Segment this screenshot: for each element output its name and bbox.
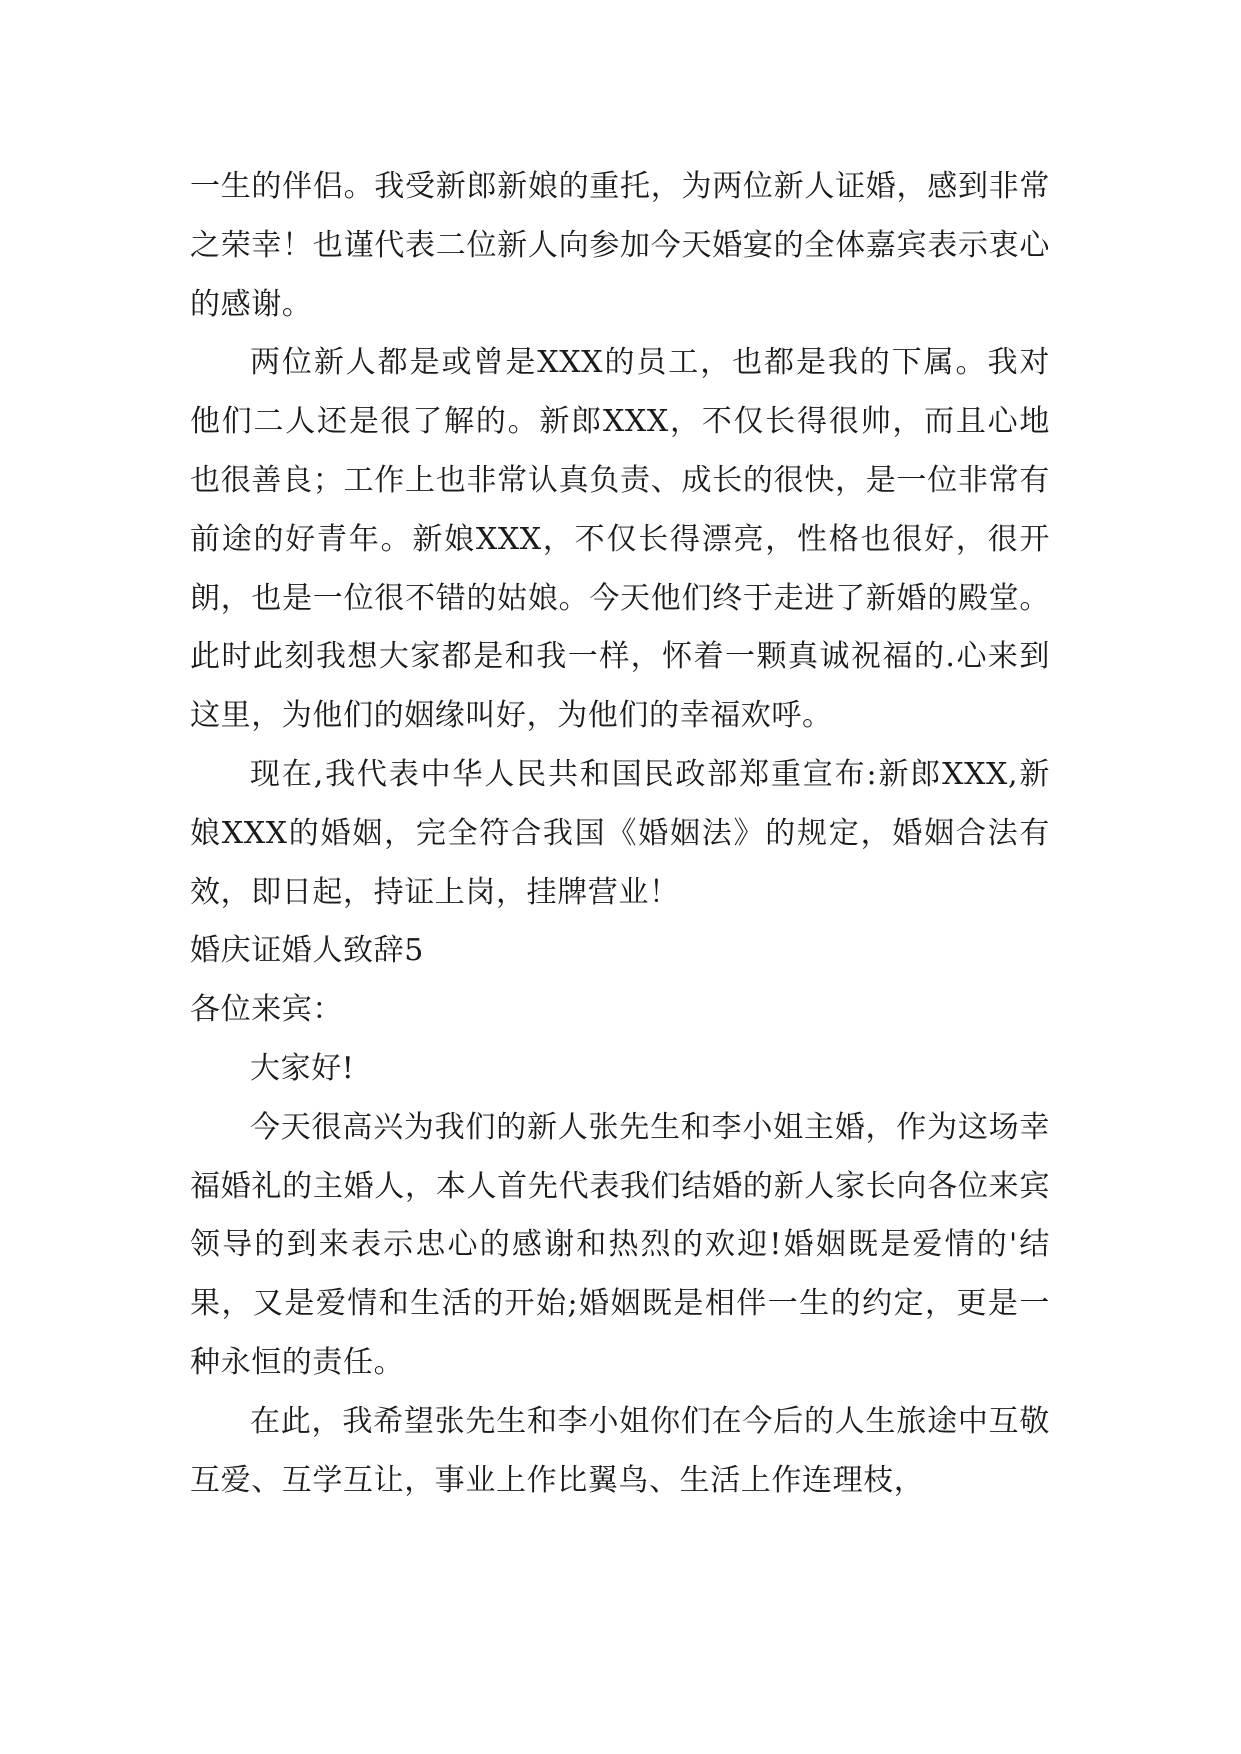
paragraph-4: 今天很高兴为我们的新人张先生和李小姐主婚，作为这场幸福婚礼的主婚人，本人首先代表我们结婚的新人家长向各位来宾领导的到来表示忠心的感谢和热烈的欢迎!婚姻既是爱情的'结果，又是爱情和生活的开始;婚姻既是相伴一生的约定，更是一种永恒的责任。 xyxy=(190,1109,1050,1380)
section-heading: 婚庆证婚人致辞5 xyxy=(190,933,424,969)
paragraph-2: 两位新人都是或曾是XXX的员工，也都是我的下属。我对他们二人还是很了解的。新郎XXX，不仅长得很帅，而且心地也很善良；工作上也非常认真负责、成长的很快，是一位非常有前途的好青年。新娘XXX，不仅长得漂亮，性格也很好，很开朗，也是一位很不错的姑娘。今天他们终于走进了新婚的殿堂。此时此刻我想大家都是和我一样，怀着一颗真诚祝福的.心来到这里，为他们的姻缘叫好，为他们的幸福欢呼。 xyxy=(190,345,1050,734)
paragraph-3: 现在,我代表中华人民共和国民政部郑重宣布:新郎XXX,新娘XXX的婚姻，完全符合我国《婚姻法》的规定，婚姻合法有效，即日起，持证上岗，挂牌营业！ xyxy=(190,756,1050,910)
salutation: 各位来宾： xyxy=(190,992,343,1028)
document-body xyxy=(190,158,1050,1510)
paragraph-1: 一生的伴侣。我受新郎新娘的重托，为两位新人证婚，感到非常之荣幸！也谨代表二位新人向参加今天婚宴的全体嘉宾表示衷心的感谢。 xyxy=(190,169,1050,322)
greeting: 大家好! xyxy=(250,1050,355,1086)
paragraph-5: 在此，我希望张先生和李小姐你们在今后的人生旅途中互敬互爱、互学互让，事业上作比翼鸟、生活上作连理枝， xyxy=(190,1403,1050,1498)
